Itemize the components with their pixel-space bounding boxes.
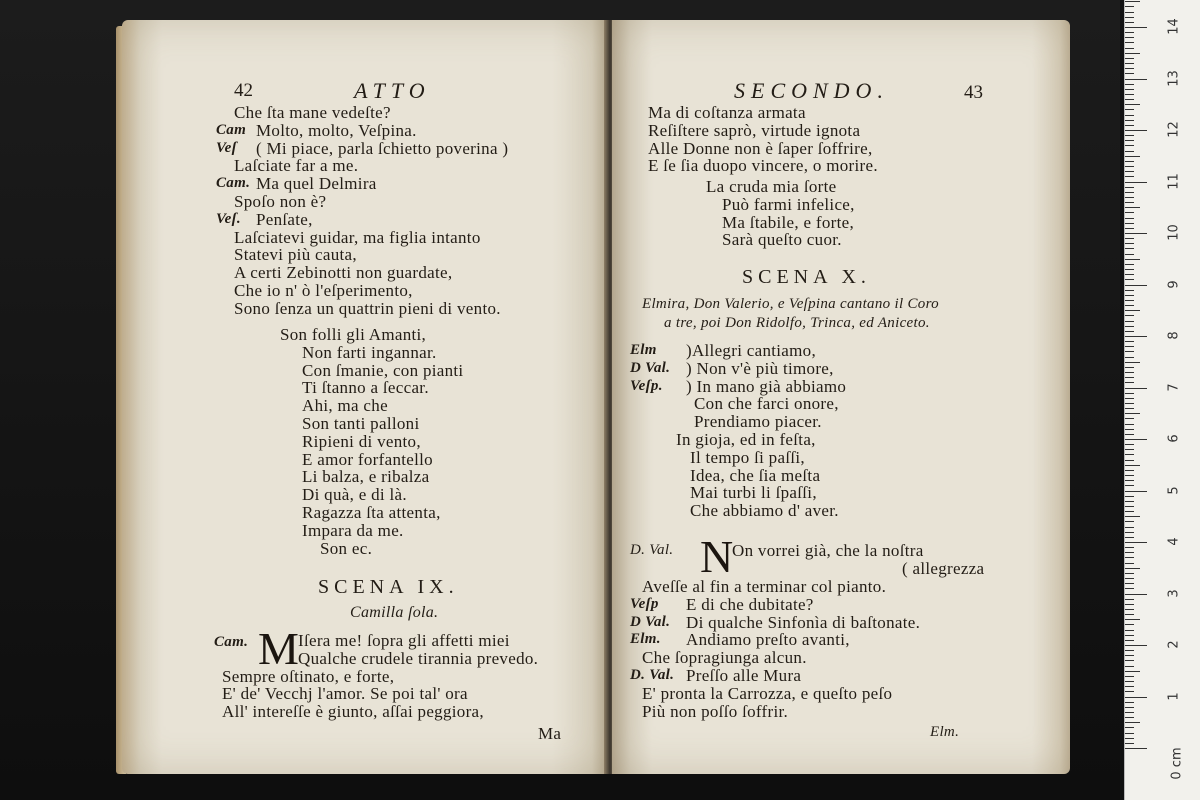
ruler-tick <box>1125 351 1134 352</box>
chorus-line: Idea, che ſia meſta <box>690 465 821 485</box>
ruler-tick <box>1125 408 1134 409</box>
ruler-tick <box>1125 743 1134 744</box>
ruler-tick <box>1125 42 1134 43</box>
ruler-tick <box>1125 439 1147 440</box>
aria-line: Ahi, ma che <box>302 396 388 416</box>
dialogue-line: Di qualche Sinfonìa di baſtonate. <box>686 612 921 632</box>
ruler-tick <box>1125 681 1134 682</box>
ruler-tick <box>1125 73 1134 74</box>
ruler-tick <box>1125 733 1134 734</box>
ruler-tick <box>1125 532 1134 533</box>
ruler-tick <box>1125 454 1134 455</box>
ruler-tick <box>1125 491 1147 492</box>
chorus-line: Il tempo ſi paſſi, <box>690 447 805 467</box>
ruler-tick <box>1125 89 1134 90</box>
dialogue-line: Aveſſe al fin a terminar col pianto. <box>642 577 887 596</box>
ruler-tick <box>1125 444 1134 445</box>
verse-line: Ma di coſtanza armata <box>648 103 806 122</box>
ruler-tick <box>1125 27 1147 28</box>
ruler-tick <box>1125 274 1134 275</box>
ruler-tick <box>1125 321 1134 322</box>
verse-line: Penſate, <box>256 209 313 229</box>
ruler-tick <box>1125 99 1134 100</box>
ruler-tick <box>1125 37 1134 38</box>
speech-line: E' de' Vecchj l'amor. Se poi tal' ora <box>222 684 468 704</box>
ruler-tick <box>1125 79 1147 80</box>
ruler-tick <box>1125 527 1134 528</box>
ruler-number: 6 <box>1166 434 1182 443</box>
ruler-tick <box>1125 506 1134 507</box>
ruler-tick <box>1125 588 1134 589</box>
ruler-tick <box>1125 542 1147 543</box>
speaker-label: D Val. <box>630 613 671 630</box>
measuring-ruler <box>1124 0 1200 800</box>
chorus-line: In gioja, ed in feſta, <box>676 430 816 449</box>
catchword-left: Ma <box>538 724 562 743</box>
ruler-tick <box>1125 460 1134 461</box>
ruler-tick <box>1125 413 1140 414</box>
ruler-tick <box>1125 727 1134 728</box>
ruler-tick <box>1125 32 1134 33</box>
scene-title-ix: SCENA IX. <box>318 576 459 598</box>
ruler-tick <box>1125 357 1134 358</box>
ruler-tick <box>1125 295 1134 296</box>
ruler-tick <box>1125 341 1134 342</box>
ruler-tick <box>1125 228 1134 229</box>
aria-line: Impara da me. <box>302 520 404 540</box>
drop-cap-n: N <box>700 531 734 582</box>
ruler-tick <box>1125 398 1134 399</box>
left-page <box>122 20 608 774</box>
ruler-tick <box>1125 63 1134 64</box>
ruler-tick <box>1125 135 1134 136</box>
ruler-tick <box>1125 594 1147 595</box>
dialogue-line: Più non poſſo ſoffrir. <box>642 701 789 721</box>
aria-line: Non farti ingannar. <box>302 342 437 362</box>
ruler-tick <box>1125 377 1134 378</box>
speech-line: Iſera me! ſopra gli affetti miei <box>298 631 510 650</box>
dialogue-first-cont: ( allegrezza <box>902 559 985 578</box>
open-book <box>122 20 1070 780</box>
ruler-tick <box>1125 388 1147 389</box>
ruler-number: 13 <box>1166 69 1182 87</box>
ruler-tick <box>1125 624 1134 625</box>
verse-line: Sono ſenza un quattrin pieni di vento. <box>234 298 501 318</box>
ruler-tick <box>1125 640 1134 641</box>
verse-line: Che io n' ò l'eſperimento, <box>234 281 413 300</box>
ruler-tick <box>1125 650 1134 651</box>
dialogue-line: E di che dubitate? <box>686 594 814 614</box>
ruler-tick <box>1125 418 1134 419</box>
verse-line: A certi Zebinotti non guardate, <box>234 263 453 283</box>
ruler-tick <box>1125 115 1134 116</box>
ruler-tick <box>1125 300 1134 301</box>
ruler-tick <box>1125 434 1134 435</box>
speaker-label: Veſ. <box>216 210 241 227</box>
ruler-tick <box>1125 516 1140 517</box>
speech-line: Sempre oſtinato, e forte, <box>222 666 395 686</box>
verse-line: Alle Donne non è ſaper ſoffrire, <box>648 138 873 158</box>
ruler-tick <box>1125 429 1134 430</box>
ruler-tick <box>1125 151 1134 152</box>
ruler-tick <box>1125 475 1134 476</box>
ruler-number: 10 <box>1166 224 1182 241</box>
ruler-tick <box>1125 702 1134 703</box>
verse-line: Che ſta mane vedeſte? <box>234 103 391 122</box>
aria-line: Ti ſtanno a ſeccar. <box>302 378 429 398</box>
ruler-tick <box>1125 645 1147 646</box>
ruler-tick <box>1125 68 1134 69</box>
ruler-tick <box>1125 223 1134 224</box>
ruler-tick <box>1125 660 1134 661</box>
ruler-tick <box>1125 197 1134 198</box>
ruler-tick <box>1125 691 1134 692</box>
chorus-block <box>630 342 1050 532</box>
ruler-tick <box>1125 238 1134 239</box>
chorus-line: Prendiamo piacer. <box>694 412 822 432</box>
ruler-tick <box>1125 748 1147 749</box>
ruler-tick <box>1125 166 1134 167</box>
aria-line: Ma ſtabile, e forte, <box>722 212 855 232</box>
verse-line: Reſiſtere saprò, virtude ignota <box>648 120 861 140</box>
ruler-number: 7 <box>1166 382 1182 392</box>
ruler-tick <box>1125 140 1134 141</box>
chorus-line: ) In mano già abbiamo <box>686 376 847 396</box>
ruler-number: 2 <box>1166 640 1182 649</box>
running-head-right: SECONDO. <box>734 78 889 103</box>
ruler-tick <box>1125 331 1134 332</box>
ruler-tick <box>1125 104 1140 105</box>
ruler-tick <box>1125 305 1134 306</box>
verse-line: Laſciate far a me. <box>234 156 359 176</box>
ruler-tick <box>1125 156 1140 157</box>
ruler-tick <box>1125 53 1140 54</box>
ruler-tick <box>1125 264 1134 265</box>
speaker-label: D. Val. <box>630 667 675 683</box>
ruler-tick <box>1125 557 1134 558</box>
verse-line: E ſe ſia duopo vincere, o morire. <box>648 156 878 176</box>
ruler-tick <box>1125 290 1134 291</box>
speaker-label: Elm. <box>630 631 661 648</box>
ruler-number: 3 <box>1166 588 1182 598</box>
ruler-tick <box>1125 372 1134 373</box>
ruler-tick <box>1125 145 1134 146</box>
ruler-tick <box>1125 403 1134 404</box>
ruler-tick <box>1125 187 1134 188</box>
ruler-tick <box>1125 279 1134 280</box>
ruler-tick <box>1125 1 1140 2</box>
ruler-tick <box>1125 218 1134 219</box>
ruler-tick <box>1125 552 1134 553</box>
speaker-label: Veſp <box>630 595 659 612</box>
chorus-line: Che abbiamo d' aver. <box>690 501 839 521</box>
ruler-tick <box>1125 671 1140 672</box>
speaker-label: D Val. <box>630 359 671 376</box>
ruler-tick <box>1125 94 1134 95</box>
speech-line: All' intereſſe è giunto, aſſai peggiora, <box>222 702 484 722</box>
ruler-tick <box>1125 161 1134 162</box>
ruler-unit: 0 cm <box>1169 747 1185 780</box>
verse-line: Laſciatevi guidar, ma figlia intanto <box>234 227 481 247</box>
ruler-tick <box>1125 449 1134 450</box>
dialogue-line: Che ſopragiunga alcun. <box>642 648 807 668</box>
ruler-tick <box>1125 362 1140 363</box>
dialogue-block-right <box>648 104 1048 184</box>
ruler-tick <box>1125 130 1147 131</box>
ruler-tick <box>1125 336 1147 337</box>
page-number-left: 42 <box>234 80 253 101</box>
ruler-tick <box>1125 248 1134 249</box>
ruler-tick <box>1125 511 1134 512</box>
ruler-tick <box>1125 599 1134 600</box>
page-number-right: 43 <box>964 82 983 103</box>
ruler-tick <box>1125 707 1134 708</box>
speaker-label: Cam. <box>214 634 249 650</box>
chorus-line: ) Non v'è più timore, <box>686 358 834 378</box>
ruler-tick <box>1125 676 1134 677</box>
catchword-right: Elm. <box>930 724 960 740</box>
chorus-line: )Allegri cantiamo, <box>686 341 817 360</box>
ruler-tick <box>1125 501 1134 502</box>
ruler-tick <box>1125 207 1140 208</box>
ruler-tick <box>1125 285 1147 286</box>
aria-line: Ripieni di vento, <box>302 431 421 451</box>
ruler-tick <box>1125 609 1134 610</box>
ruler-tick <box>1125 326 1134 327</box>
ruler-tick <box>1125 259 1140 260</box>
aria-line: Sarà queſto cuor. <box>722 230 842 250</box>
scene-cast-ix: Camilla ſola. <box>350 604 439 621</box>
ruler-tick <box>1125 109 1134 110</box>
running-head-left: ATTO <box>354 78 431 103</box>
ruler-tick <box>1125 655 1134 656</box>
ruler-tick <box>1125 738 1134 739</box>
ruler-tick <box>1125 717 1134 718</box>
speaker-dval: D. Val. <box>630 542 674 558</box>
ruler-tick <box>1125 697 1147 698</box>
aria-line: La cruda mia ſorte <box>706 177 837 196</box>
verse-line: Spoſo non è? <box>234 192 327 211</box>
scene-cast-x-line1: Elmira, Don Valerio, e Veſpina cantano il Coro <box>642 296 939 312</box>
aria-line: E amor forfantello <box>302 449 433 469</box>
ruler-tick <box>1125 393 1134 394</box>
ruler-tick <box>1125 367 1134 368</box>
ruler-tick <box>1125 12 1134 13</box>
ruler-number: 14 <box>1166 18 1182 35</box>
ruler-tick <box>1125 583 1134 584</box>
aria-line: Ragazza ſta attenta, <box>302 503 441 522</box>
ruler-tick <box>1125 6 1134 7</box>
ruler-tick <box>1125 171 1134 172</box>
ruler-tick <box>1125 176 1134 177</box>
ruler-tick <box>1125 125 1134 126</box>
ruler-tick <box>1125 470 1134 471</box>
aria-line: Può farmi infelice, <box>722 194 855 214</box>
ruler-tick <box>1125 346 1134 347</box>
ruler-tick <box>1125 578 1134 579</box>
ruler-tick <box>1125 604 1134 605</box>
ruler-tick <box>1125 58 1134 59</box>
ruler-tick <box>1125 182 1147 183</box>
ruler-tick <box>1125 547 1134 548</box>
ruler-tick <box>1125 619 1140 620</box>
ruler-tick <box>1125 722 1140 723</box>
ruler-tick <box>1125 485 1134 486</box>
ruler-number: 11 <box>1166 172 1182 190</box>
ruler-tick <box>1125 666 1134 667</box>
ruler-tick <box>1125 315 1134 316</box>
dialogue-line: Preſſo alle Mura <box>686 666 802 685</box>
ruler-tick <box>1125 84 1134 85</box>
aria-line: Son ec. <box>320 538 373 558</box>
ruler-tick <box>1125 120 1134 121</box>
aria-line: Li balza, e ribalza <box>302 467 430 487</box>
chorus-line: Mai turbi li ſpaſſi, <box>690 483 817 503</box>
ruler-tick <box>1125 269 1134 270</box>
ruler-tick <box>1125 537 1134 538</box>
aria-line: Con ſmanie, con pianti <box>302 360 464 380</box>
drop-cap-m: M <box>258 623 299 674</box>
ruler-tick <box>1125 233 1147 234</box>
aria-line: Son tanti palloni <box>302 414 420 433</box>
ruler-tick <box>1125 480 1134 481</box>
ruler-tick <box>1125 521 1134 522</box>
aria-block-left <box>216 326 596 566</box>
ruler-tick <box>1125 568 1140 569</box>
ruler-tick <box>1125 202 1134 203</box>
scene-cast-x-line2: a tre, poi Don Ridolfo, Trinca, ed Aniceto. <box>664 315 930 331</box>
ruler-tick <box>1125 496 1134 497</box>
ruler-number: 1 <box>1166 691 1182 701</box>
verse-line: ( Mi piace, parla ſchietto poverina ) <box>256 138 509 158</box>
verse-line: Statevi più cauta, <box>234 245 357 265</box>
speaker-label: Veſp. <box>630 377 663 394</box>
ruler-tick <box>1125 630 1134 631</box>
speech-line: Qualche crudele tirannia prevedo. <box>298 648 539 668</box>
ruler-tick <box>1125 310 1140 311</box>
ruler-number: 5 <box>1166 485 1182 495</box>
ruler-number: 9 <box>1166 279 1182 289</box>
aria-line: Di quà, e di là. <box>302 485 407 505</box>
ruler-number: 12 <box>1166 121 1182 138</box>
dialogue-block-lower <box>630 578 1050 728</box>
ruler-number: 8 <box>1166 331 1182 340</box>
right-page <box>612 20 1070 774</box>
aria-line: Son folli gli Amanti, <box>280 325 427 344</box>
speaker-label: Elm <box>630 342 657 358</box>
ruler-tick <box>1125 192 1134 193</box>
ruler-tick <box>1125 212 1134 213</box>
verse-line: Molto, molto, Veſpina. <box>256 120 417 140</box>
ruler-tick <box>1125 424 1134 425</box>
dialogue-line: Andiamo preſto avanti, <box>686 630 850 650</box>
speaker-label: Veſ <box>216 139 237 156</box>
speaker-label: Cam. <box>216 175 251 192</box>
ruler-tick <box>1125 635 1134 636</box>
ruler-tick <box>1125 22 1134 23</box>
scene-title-x: SCENA X. <box>742 266 871 288</box>
verse-line: Ma quel Delmira <box>256 174 377 194</box>
ruler-tick <box>1125 573 1134 574</box>
chorus-line: Con che farci onore, <box>694 394 839 414</box>
ruler-tick <box>1125 563 1134 564</box>
ruler-tick <box>1125 614 1134 615</box>
speaker-label: Cam <box>216 121 247 138</box>
ruler-tick <box>1125 686 1134 687</box>
aria-block-right <box>648 178 1048 258</box>
ruler-tick <box>1125 382 1134 383</box>
ruler-tick <box>1125 712 1134 713</box>
ruler-tick <box>1125 48 1134 49</box>
ruler-tick <box>1125 254 1134 255</box>
ruler-number: 4 <box>1166 537 1182 546</box>
ruler-tick <box>1125 17 1134 18</box>
dialogue-first-line: On vorrei già, che la noſtra <box>732 541 924 560</box>
ruler-tick <box>1125 243 1134 244</box>
ruler-tick <box>1125 465 1140 466</box>
dialogue-line: E' pronta la Carrozza, e queſto peſo <box>642 683 893 703</box>
